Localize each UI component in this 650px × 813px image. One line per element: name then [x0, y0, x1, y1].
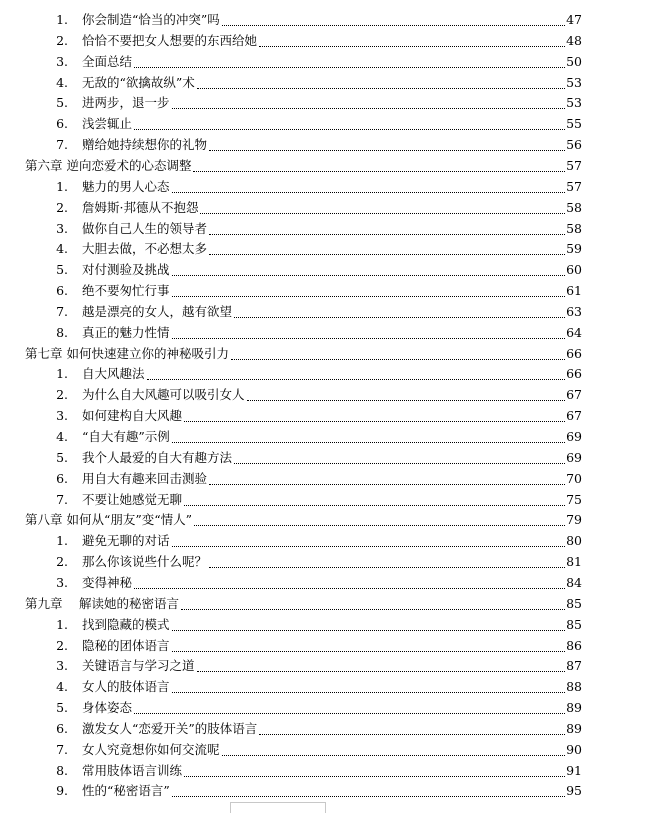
- toc-item-row[interactable]: [0, 260, 650, 280]
- toc-item-number: 2.: [56, 32, 68, 48]
- toc-item-row[interactable]: [0, 656, 650, 676]
- toc-item-number: 6.: [56, 470, 68, 486]
- toc-page-number: 89: [566, 700, 582, 716]
- toc-item-title: 关键语言与学习之道: [82, 658, 195, 674]
- toc-item-row[interactable]: [0, 385, 650, 405]
- toc-item-row[interactable]: [0, 239, 650, 259]
- toc-dot-leader: [222, 24, 565, 26]
- toc-item-number: 4.: [56, 429, 68, 444]
- toc-item-title: 那么你该说些什么呢？: [82, 554, 208, 570]
- toc-chapter-row[interactable]: [0, 344, 650, 364]
- toc-page-number: 79: [566, 512, 582, 528]
- toc-dot-leader: [172, 191, 565, 193]
- toc-page-number: 89: [566, 720, 582, 736]
- toc-item-row[interactable]: [0, 302, 650, 322]
- toc-dot-leader: [193, 170, 565, 172]
- page-footer-box: [230, 802, 326, 813]
- toc-page-number: 91: [566, 762, 582, 778]
- toc-item-title: 进两步，退一步: [82, 95, 170, 111]
- toc-item-title: 避免无聊的对话: [82, 533, 170, 549]
- toc-item-number: 5.: [56, 95, 68, 111]
- toc-page-number: 56: [566, 137, 582, 153]
- toc-item-title: 用自大有趣来回击测验: [82, 470, 208, 486]
- toc-page-number: 47: [566, 12, 582, 27]
- toc-page-number: 48: [566, 32, 582, 48]
- toc-item-title: 常用肢体语言训练: [82, 762, 183, 778]
- toc-page-number: 60: [566, 262, 582, 278]
- toc-dot-leader: [172, 295, 565, 297]
- toc-item-title: 女人究竟想你如何交流呢: [82, 741, 220, 757]
- toc-item-title: 你会制造“恰当的冲突”吗: [82, 12, 220, 27]
- toc-dot-leader: [209, 483, 565, 485]
- toc-dot-leader: [172, 107, 565, 109]
- toc-dot-leader: [172, 545, 565, 547]
- toc-chapter-row[interactable]: [0, 510, 650, 530]
- toc-item-number: 6.: [56, 720, 68, 736]
- toc-dot-leader: [181, 608, 565, 610]
- toc-item-title: 浅尝辄止: [82, 116, 133, 132]
- toc-item-title: 做你自己人生的领导者: [82, 220, 208, 236]
- toc-item-title: 赠给她持续想你的礼物: [82, 137, 208, 153]
- toc-chapter-title: 第六章 逆向恋爱术的心态调整: [25, 157, 192, 173]
- toc-page-number: 85: [566, 616, 582, 632]
- toc-item-title: 魅力的男人心态: [82, 178, 170, 194]
- toc-dot-leader: [259, 733, 565, 735]
- toc-item-row[interactable]: [0, 719, 650, 739]
- toc-item-title: 激发女人“恋爱开关”的肢体语言: [82, 720, 258, 736]
- toc-item-number: 7.: [56, 303, 68, 319]
- toc-dot-leader: [209, 233, 565, 235]
- toc-dot-leader: [234, 462, 565, 464]
- toc-chapter-row[interactable]: [0, 594, 650, 614]
- toc-dot-leader: [222, 754, 565, 756]
- toc-item-title: 真正的魅力性情: [82, 324, 170, 340]
- toc-item-number: 6.: [56, 116, 68, 132]
- toc-page-number: 58: [566, 220, 582, 236]
- toc-item-title: 如何建构自大风趣: [82, 408, 183, 424]
- toc-item-row[interactable]: [0, 219, 650, 239]
- toc-page-number: 61: [566, 283, 582, 299]
- toc-dot-leader: [209, 253, 565, 255]
- toc-item-number: 1.: [56, 366, 68, 382]
- toc-item-row[interactable]: [0, 135, 650, 155]
- toc-dot-leader: [172, 337, 565, 339]
- toc-dot-leader: [134, 587, 565, 589]
- toc-item-title: 越是漂亮的女人，越有欲望: [82, 303, 233, 319]
- toc-item-title: 全面总结: [82, 53, 133, 69]
- toc-item-number: 8.: [56, 762, 68, 778]
- toc-dot-leader: [184, 504, 565, 506]
- toc-item-number: 5.: [56, 262, 68, 278]
- toc-dot-leader: [209, 566, 565, 568]
- toc-page-number: 66: [566, 366, 582, 382]
- toc-page-number: 90: [566, 741, 582, 757]
- toc-page-number: 57: [566, 157, 582, 173]
- toc-item-title: 大胆去做，不必想太多: [82, 241, 208, 257]
- toc-page-number: 64: [566, 324, 582, 340]
- toc-item-number: 1.: [56, 533, 68, 549]
- toc-dot-leader: [234, 316, 565, 318]
- toc-item-number: 1.: [56, 178, 68, 194]
- toc-page-number: 53: [566, 95, 582, 111]
- toc-page-number: 80: [566, 533, 582, 549]
- toc-item-row[interactable]: [0, 364, 650, 384]
- toc-item-title: 恰恰不要把女人想要的东西给她: [82, 32, 258, 48]
- toc-item-row[interactable]: [0, 10, 650, 30]
- toc-item-row[interactable]: [0, 531, 650, 551]
- toc-item-number: 6.: [56, 283, 68, 299]
- toc-dot-leader: [134, 712, 565, 714]
- toc-item-row[interactable]: [0, 698, 650, 718]
- toc-page-number: 67: [566, 387, 582, 403]
- toc-chapter-title: 第九章 解读她的秘密语言: [25, 595, 179, 611]
- toc-item-row[interactable]: [0, 761, 650, 781]
- toc-chapter-row[interactable]: [0, 156, 650, 176]
- toc-item-title: “自大有趣”示例: [82, 429, 170, 444]
- toc-item-number: 4.: [56, 241, 68, 257]
- toc-item-row[interactable]: [0, 636, 650, 656]
- toc-item-number: 5.: [56, 700, 68, 716]
- toc-item-title: 自大风趣法: [82, 366, 145, 382]
- toc-dot-leader: [172, 274, 565, 276]
- toc-item-row[interactable]: [0, 573, 650, 593]
- toc-item-title: 我个人最爱的自大有趣方法: [82, 449, 233, 465]
- toc-dot-leader: [247, 399, 565, 401]
- toc-page-number: 53: [566, 74, 582, 90]
- toc-page-number: 50: [566, 53, 582, 69]
- toc-dot-leader: [172, 629, 565, 631]
- toc-item-number: 7.: [56, 137, 68, 153]
- toc-item-row[interactable]: [0, 490, 650, 510]
- toc-page-number: 66: [566, 345, 582, 361]
- toc-item-number: 3.: [56, 658, 68, 674]
- toc-item-row[interactable]: [0, 552, 650, 572]
- toc-item-row[interactable]: [0, 93, 650, 113]
- toc-dot-leader: [259, 45, 565, 47]
- toc-item-title: 找到隐藏的模式: [82, 616, 170, 632]
- toc-item-row[interactable]: [0, 198, 650, 218]
- toc-item-row[interactable]: [0, 52, 650, 72]
- toc-item-number: 4.: [56, 679, 68, 695]
- toc-dot-leader: [197, 670, 565, 672]
- toc-page-number: 69: [566, 429, 582, 444]
- toc-page-number: 57: [566, 178, 582, 194]
- toc-item-number: 2.: [56, 387, 68, 403]
- toc-chapter-title: 第七章 如何快速建立你的神秘吸引力: [25, 345, 229, 361]
- toc-item-row[interactable]: [0, 114, 650, 134]
- toc-item-number: 3.: [56, 574, 68, 590]
- toc-item-row[interactable]: [0, 427, 650, 447]
- toc-dot-leader: [231, 358, 565, 360]
- toc-item-row[interactable]: [0, 677, 650, 697]
- toc-item-row[interactable]: [0, 406, 650, 426]
- toc-item-title: 无敌的“欲擒故纵”术: [82, 74, 195, 90]
- toc-item-row[interactable]: [0, 448, 650, 468]
- toc-item-number: 8.: [56, 324, 68, 340]
- toc-dot-leader: [134, 128, 565, 130]
- toc-item-title: 对付测验及挑战: [82, 262, 170, 278]
- toc-dot-leader: [147, 378, 565, 380]
- toc-item-number: 3.: [56, 408, 68, 424]
- toc-item-title: 绝不要匆忙行事: [82, 283, 170, 299]
- toc-page-number: 85: [566, 595, 582, 611]
- toc-item-row[interactable]: [0, 781, 650, 801]
- toc-page-number: 81: [566, 554, 582, 570]
- toc-item-title: 变得神秘: [82, 574, 133, 590]
- toc-item-number: 7.: [56, 741, 68, 757]
- toc-page-number: 95: [566, 783, 582, 799]
- toc-item-number: 2.: [56, 199, 68, 215]
- toc-item-title: 隐秘的团体语言: [82, 637, 170, 653]
- toc-item-row[interactable]: [0, 469, 650, 489]
- toc-page-number: 59: [566, 241, 582, 257]
- toc-page-number: 88: [566, 679, 582, 695]
- toc-item-number: 5.: [56, 449, 68, 465]
- toc-item-number: 1.: [56, 616, 68, 632]
- toc-dot-leader: [134, 66, 565, 68]
- toc-page-number: 84: [566, 574, 582, 590]
- toc-page-number: 87: [566, 658, 582, 674]
- toc-dot-leader: [184, 775, 565, 777]
- toc-item-number: 2.: [56, 554, 68, 570]
- toc-item-row[interactable]: [0, 323, 650, 343]
- toc-item-row[interactable]: [0, 73, 650, 93]
- toc-dot-leader: [184, 420, 565, 422]
- toc-item-title: 女人的肢体语言: [82, 679, 170, 695]
- toc-item-row[interactable]: [0, 740, 650, 760]
- toc-dot-leader: [172, 441, 565, 443]
- toc-item-number: 9.: [56, 783, 68, 799]
- toc-dot-leader: [172, 795, 565, 797]
- toc-page-number: 55: [566, 116, 582, 132]
- toc-item-number: 4.: [56, 74, 68, 90]
- toc-item-row[interactable]: [0, 615, 650, 635]
- toc-dot-leader: [197, 87, 565, 89]
- toc-item-title: 詹姆斯·邦德从不抱怨: [82, 199, 199, 215]
- toc-dot-leader: [172, 650, 565, 652]
- toc-item-row[interactable]: [0, 31, 650, 51]
- toc-page-number: 70: [566, 470, 582, 486]
- toc-item-title: 性的“秘密语言”: [82, 783, 170, 799]
- toc-page-number: 75: [566, 491, 582, 507]
- toc-item-number: 3.: [56, 53, 68, 69]
- toc-dot-leader: [172, 691, 565, 693]
- toc-item-title: 为什么自大风趣可以吸引女人: [82, 387, 245, 403]
- toc-dot-leader: [200, 212, 565, 214]
- toc-chapter-title: 第八章 如何从“朋友”变“情人”: [25, 512, 193, 528]
- toc-page-number: 69: [566, 449, 582, 465]
- toc-item-row[interactable]: [0, 281, 650, 301]
- toc-page-number: 58: [566, 199, 582, 215]
- toc-dot-leader: [194, 524, 565, 526]
- toc-item-number: 3.: [56, 220, 68, 236]
- toc-page-number: 86: [566, 637, 582, 653]
- toc-item-title: 不要让她感觉无聊: [82, 491, 183, 507]
- toc-item-row[interactable]: [0, 177, 650, 197]
- toc-item-number: 1.: [56, 12, 68, 27]
- toc-page-number: 67: [566, 408, 582, 424]
- toc-item-number: 7.: [56, 491, 68, 507]
- toc-item-number: 2.: [56, 637, 68, 653]
- toc-dot-leader: [209, 149, 565, 151]
- toc-page-number: 63: [566, 303, 582, 319]
- toc-item-title: 身体姿态: [82, 700, 133, 716]
